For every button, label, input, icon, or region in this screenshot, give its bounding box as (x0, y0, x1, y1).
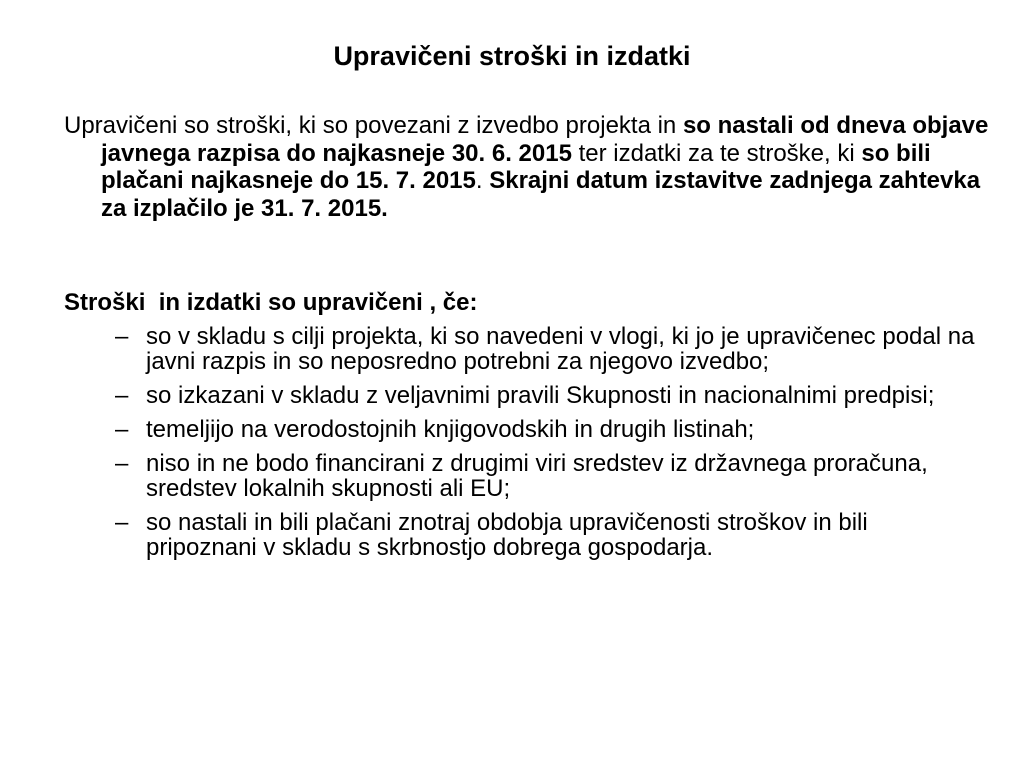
condition-item (115, 383, 975, 408)
condition-text: so v skladu s cilji projekta, ki so navedeni v vlogi, ki jo je upravičenec podal na javni razpis in so neposredno potrebni za njegovo izvedbo; (146, 323, 975, 375)
condition-item (115, 417, 975, 442)
intro-text-3: . (475, 167, 490, 194)
condition-text: so izkazani v skladu z veljavnimi pravili Skupnosti in nacionalnimi predpisi; (146, 382, 935, 409)
intro-bold-1: so nastali od dneva objave javnega razpisa do najkasneje 30. 6. 2015 (101, 112, 989, 167)
intro-bold-2: so bili plačani najkasneje do 15. 7. 2015 (101, 139, 931, 194)
intro-paragraph (64, 112, 1001, 222)
dash-bullet: – (115, 450, 129, 477)
intro-text-1: Upravičeni so stroški, ki so povezani z izvedbo projekta in (64, 112, 683, 139)
condition-text: niso in ne bodo financirani z drugimi viri sredstev iz državnega proračuna, sredstev lokalnih skupnosti ali EU; (146, 450, 928, 502)
dash-bullet: – (115, 416, 129, 443)
conditions-heading: Stroški in izdatki so upravičeni , če: (64, 289, 478, 316)
dash-bullet: – (115, 323, 129, 350)
condition-text: temeljijo na verodostojnih knjigovodskih in drugih listinah; (146, 416, 755, 443)
conditions-list (115, 324, 975, 569)
condition-item (115, 324, 975, 374)
condition-item (115, 451, 975, 501)
slide-title: Upravičeni stroški in izdatki (333, 41, 691, 71)
dash-bullet: – (115, 382, 129, 409)
condition-text: so nastali in bili plačani znotraj obdobja upravičenosti stroškov in bili pripoznani v skladu s skrbnostjo dobrega gospodarja. (146, 509, 868, 561)
dash-bullet: – (115, 509, 129, 536)
intro-text-2: ter izdatki za te stroške, ki (571, 139, 862, 167)
intro-bold-3: Skrajni datum izstavitve zadnjega zahtevka za izplačilo je 31. 7. 2015. (101, 167, 981, 222)
condition-item (115, 510, 975, 560)
